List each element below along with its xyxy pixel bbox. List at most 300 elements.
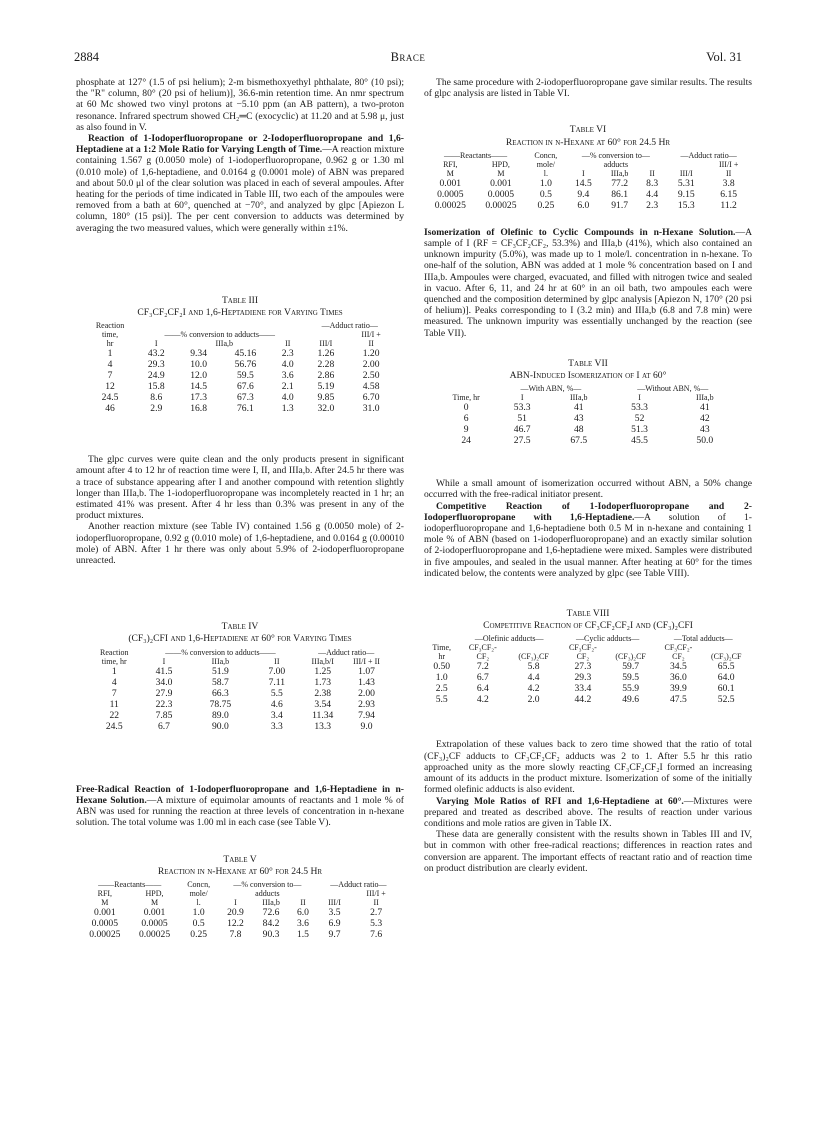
left-column bbox=[76, 77, 404, 940]
table-body bbox=[80, 907, 400, 940]
table-cell: 0.5 bbox=[192, 917, 205, 929]
table-header-cell: RFI, bbox=[97, 888, 113, 898]
table-header-cell: mole/ bbox=[536, 159, 555, 169]
table-cell: 29.3 bbox=[147, 359, 165, 371]
table-cell: 53.3 bbox=[513, 402, 531, 414]
table-cell: 12.2 bbox=[227, 917, 244, 929]
table-header-cell: adducts bbox=[255, 888, 280, 898]
table-header-cell: II bbox=[649, 168, 655, 178]
table-cell: 52.5 bbox=[717, 694, 735, 706]
table-label: Table VII bbox=[568, 357, 608, 369]
table-cell: 4.0 bbox=[281, 359, 294, 371]
table-header-cell: ——Reactants—— bbox=[444, 150, 508, 160]
table-row bbox=[438, 413, 738, 424]
table-label: Table VI bbox=[569, 124, 607, 136]
table-header-cell: —Adduct ratio— bbox=[321, 321, 378, 331]
table-cell: 2.38 bbox=[314, 687, 332, 699]
table-cell: 0.001 bbox=[143, 906, 166, 918]
table-cell: 52 bbox=[634, 413, 645, 425]
table-cell: 29.3 bbox=[574, 672, 592, 684]
table-cell: 7.8 bbox=[229, 928, 242, 940]
table-cell: 11.2 bbox=[720, 199, 737, 211]
table-cell: 2.00 bbox=[358, 687, 375, 699]
table-header-cell: —% conversion to— bbox=[581, 150, 650, 160]
table-cell: 1.73 bbox=[314, 676, 332, 688]
table-cell: 3.3 bbox=[270, 720, 283, 732]
table-cell: 7.6 bbox=[370, 928, 383, 940]
table-header-cell: III/I bbox=[328, 897, 341, 907]
table-cell: 0.5 bbox=[539, 188, 552, 200]
table-header-cell: Reaction bbox=[95, 321, 125, 331]
table-header-cell: Concn, bbox=[534, 150, 558, 160]
table-cell: 1.25 bbox=[314, 665, 332, 677]
table-cell: 0 bbox=[463, 402, 469, 414]
table-row bbox=[90, 699, 390, 710]
table-row bbox=[85, 359, 395, 370]
table-cell: 7 bbox=[111, 687, 117, 699]
table-cell: 53.3 bbox=[631, 402, 648, 414]
table-cell: 4.2 bbox=[527, 683, 540, 695]
table-header-cell: III/I bbox=[319, 339, 333, 349]
table-cell: 56.76 bbox=[234, 359, 257, 371]
paragraph-text: —A mixture of equimolar amounts of reactants and 1 mole % of ABN was used for running the reaction at three levels of concentration in n-hexane solution. The total volume was 1.00 ml in each case (see Table V). bbox=[76, 794, 404, 829]
table-body bbox=[438, 402, 738, 446]
table-header-cell: —With ABN, %— bbox=[520, 384, 582, 394]
paragraph: While a small amount of isomerization occurred without ABN, a 50% change occurred with the free-radical initiator present. bbox=[424, 478, 752, 501]
table-cell: 13.3 bbox=[314, 720, 332, 732]
table-header-cell: ——% conversion to adducts—— bbox=[165, 647, 276, 657]
table-cell: 66.3 bbox=[212, 687, 229, 699]
right-column bbox=[424, 77, 752, 874]
table-cell: 3.4 bbox=[270, 709, 283, 721]
paragraph bbox=[424, 501, 752, 579]
table-title: CF₃CF₂CF₂I and 1,6-Heptadiene for Varying Times bbox=[137, 307, 343, 319]
table-title: (CF₃)₂CFI and 1,6-Heptadiene at 60° for Varying Times bbox=[128, 633, 352, 645]
table-cell: 27.9 bbox=[155, 687, 173, 699]
table-cell: 0.001 bbox=[94, 906, 116, 918]
table-cell: 0.50 bbox=[433, 661, 451, 673]
table-cell: 6.0 bbox=[296, 906, 309, 918]
table-cell: 0.0005 bbox=[141, 917, 168, 929]
table-header-cell: I bbox=[520, 393, 524, 403]
table-cell: 0.25 bbox=[190, 928, 208, 940]
paragraph bbox=[76, 784, 404, 829]
table-header-cell: CF₃CF₂- bbox=[568, 643, 597, 653]
section-heading: Reaction of 1-Iodoperfluoropropane or 2-Iodoperfluoropropane and 1,6-Heptadiene at a 1:2 Mole Ratio for Varying Length of Time. bbox=[76, 133, 404, 156]
section-heading: Free-Radical Reaction of 1-Iodoperfluoropropane and 1,6-Heptadiene in n-Hexane Solution. bbox=[76, 783, 404, 806]
table-row bbox=[80, 918, 400, 929]
table-header-cell: III/I + bbox=[366, 888, 386, 898]
paragraph bbox=[76, 133, 404, 234]
table-cell: 8.3 bbox=[646, 177, 659, 189]
table-cell: 43 bbox=[700, 424, 710, 436]
table-cell: 1 bbox=[107, 348, 113, 360]
paragraph: Another reaction mixture (see Table IV) contained 1.56 g (0.0050 mole) of 2-iodoperfluoropropane, 0.92 g (0.010 mole) of 1,6-heptadiene, and 0.0164 g (0.00010 mole) of ABN. After 1 hr there was only about 5.9% of 2-iodoperfluoropropane unreacted. bbox=[76, 521, 404, 567]
table-cell: 27.3 bbox=[574, 661, 592, 673]
table-cell: 31.0 bbox=[362, 403, 380, 415]
table-header-cell: II bbox=[725, 168, 732, 178]
table-8 bbox=[425, 634, 751, 705]
table-cell: 6.15 bbox=[720, 188, 738, 200]
table-cell: 51.3 bbox=[631, 424, 648, 436]
table-cell: 4 bbox=[111, 676, 117, 688]
table-header-cell: IIIa,b bbox=[211, 656, 230, 666]
table-cell: 9.0 bbox=[360, 720, 373, 732]
table-row bbox=[85, 370, 395, 381]
table-cell: 1.0 bbox=[539, 177, 552, 189]
table-row bbox=[90, 688, 390, 699]
table-cell: 33.4 bbox=[574, 683, 592, 695]
table-cell: 6.7 bbox=[157, 720, 170, 732]
table-row bbox=[425, 694, 751, 705]
table-cell: 0.0005 bbox=[487, 188, 515, 200]
table-header-cell bbox=[425, 634, 458, 643]
table-cell: 2.86 bbox=[317, 370, 335, 382]
table-row bbox=[80, 907, 400, 918]
table-header-cell: Time, bbox=[432, 643, 452, 653]
table-cell: 9.85 bbox=[317, 392, 335, 404]
table-header-cell: time, hr bbox=[101, 656, 127, 666]
table-cell: 51.9 bbox=[212, 665, 229, 677]
table-label: Table III bbox=[221, 294, 259, 306]
section-heading: Isomerization of Olefinic to Cyclic Compounds in n-Hexane Solution. bbox=[424, 226, 736, 238]
table-cell: 2.00 bbox=[362, 359, 380, 371]
running-header bbox=[74, 50, 742, 66]
table-cell: 27.5 bbox=[513, 435, 531, 447]
table-cell: 7.85 bbox=[155, 709, 173, 721]
table-cell: 9.4 bbox=[577, 188, 590, 200]
table-cell: 43 bbox=[573, 413, 584, 425]
table-cell: 4 bbox=[107, 359, 113, 371]
table-row bbox=[438, 435, 738, 446]
table-header-cell: I bbox=[162, 656, 166, 666]
table-cell: 5.19 bbox=[317, 381, 335, 393]
table-cell: 91.7 bbox=[611, 199, 629, 211]
table-header-cell: —Adduct ratio— bbox=[318, 647, 375, 657]
running-title: Brace bbox=[390, 50, 426, 64]
table-row bbox=[85, 392, 395, 403]
table-cell: 24.5 bbox=[105, 720, 123, 732]
table-cell: 1.26 bbox=[317, 348, 335, 360]
paragraph: phosphate at 127° (1.5 of psi helium); 2-m bismethoxyethyl phthalate, 80° (10 psi); the "R" column, 80° (20 psi of helium)], 36.6-min retention time. An nmr spectrum at 60 Mc showed two vinyl protons at −5.10 ppm (an AB pattern), a two-proton resonance. Infrared spectrum showed CH₂═C (exocyclic) at 11.20 and at 5.98 μ, just as also found in V. bbox=[76, 77, 404, 133]
table-header-cell: I bbox=[234, 897, 237, 907]
table-header-cell: II bbox=[368, 339, 374, 349]
table-header-cell: l. bbox=[196, 897, 201, 907]
table-header-cell: —Without ABN, %— bbox=[637, 384, 709, 394]
table-header-cell: M bbox=[150, 897, 159, 907]
table-cell: 77.2 bbox=[611, 177, 629, 189]
table-cell: 24 bbox=[461, 435, 471, 447]
table-header-cell: —Cyclic adducts— bbox=[575, 634, 640, 644]
table-header-cell: hr bbox=[438, 652, 446, 662]
table-header-cell: III/I bbox=[679, 168, 693, 178]
table-cell: 1.3 bbox=[281, 403, 294, 415]
table-cell: 2.50 bbox=[362, 370, 380, 382]
table-row bbox=[90, 721, 390, 732]
table-header-cell: III/I + bbox=[361, 330, 381, 340]
table-6 bbox=[425, 151, 751, 211]
table-row bbox=[425, 683, 751, 694]
table-cell: 0.25 bbox=[537, 199, 555, 211]
table-cell: 90.0 bbox=[212, 720, 229, 732]
table-header-cell: HPD, bbox=[145, 888, 164, 898]
table-header-cell: IIIa,b bbox=[610, 168, 629, 178]
table-header-cell: Concn, bbox=[187, 879, 211, 889]
paragraph-text: —A solution of 1-iodoperfluoropropane and 1,6-heptadiene both 0.5 M in n-hexane and containing 1 mole % of ABN (based on 1-iodoperfluoropropane) and an exactly similar solution of 2-iodoperfluoropropane and 1,6-heptadiene were mixed. Samples were distributed in five ampoules, and sealed in the usual manner. After heating at 60° for the times indicated below, the contents were analyzed by glpc (see Table VIII). bbox=[424, 511, 752, 579]
table-cell: 89.0 bbox=[212, 709, 229, 721]
table-cell: 0.00025 bbox=[485, 199, 517, 211]
table-cell: 2.9 bbox=[150, 403, 163, 415]
section-heading: Competitive Reaction of 1-Iodoperfluoropropane and 2-Iodoperfluoropropane with 1,6-Heptadiene. bbox=[424, 500, 752, 523]
table-header-cell: ——Reactants—— bbox=[98, 879, 162, 889]
table-cell: 11 bbox=[109, 698, 119, 710]
section-heading: Varying Mole Ratios of RFI and 1,6-Heptadiene at 60°. bbox=[436, 795, 684, 807]
table-cell: 8.6 bbox=[150, 392, 163, 404]
table-row bbox=[425, 189, 751, 200]
table-cell: 65.5 bbox=[717, 661, 735, 673]
table-header-cell: M bbox=[497, 168, 505, 178]
table-cell: 67.5 bbox=[570, 435, 588, 447]
table-cell: 6.70 bbox=[362, 392, 380, 404]
table-cell: 41 bbox=[700, 402, 710, 414]
table-row bbox=[90, 677, 390, 688]
table-row bbox=[425, 178, 751, 189]
table-cell: 60.1 bbox=[717, 683, 735, 695]
table-cell: 1.07 bbox=[358, 665, 375, 677]
table-header-cell: time, bbox=[101, 330, 119, 340]
table-header-cell: —% conversion to— bbox=[233, 879, 302, 889]
table-cell: 20.9 bbox=[227, 906, 244, 918]
table-title: ABN-Induced Isomerization of I at 60° bbox=[509, 370, 667, 382]
table-cell: 11.34 bbox=[312, 709, 334, 721]
table-cell: 44.2 bbox=[574, 694, 592, 706]
paragraph: The same procedure with 2-iodoperfluoropropane gave similar results. The results of glpc analysis are listed in Table VI. bbox=[424, 77, 752, 100]
table-cell: 2.7 bbox=[370, 906, 383, 918]
table-cell: 76.1 bbox=[237, 403, 254, 415]
table-cell: 6.7 bbox=[476, 672, 489, 684]
table-header-cell: HPD, bbox=[491, 159, 510, 169]
table-cell: 47.5 bbox=[670, 694, 687, 706]
table-cell: 36.0 bbox=[670, 672, 687, 684]
table-cell: 15.8 bbox=[147, 381, 165, 393]
table-cell: 3.6 bbox=[281, 370, 294, 382]
volume-label: Vol. 31 bbox=[706, 50, 742, 64]
table-header-cell: II bbox=[274, 656, 280, 666]
table-cell: 34.0 bbox=[155, 676, 173, 688]
table-cell: 45.5 bbox=[631, 435, 648, 447]
table-cell: 49.6 bbox=[622, 694, 640, 706]
table-row bbox=[425, 200, 751, 211]
table-cell: 6 bbox=[463, 413, 469, 425]
paragraph-text: —A sample of I (RF = CF₃CF₂CF₂, 53.3%) and IIIa,b (41%), which also contained an unknown impurity (5.0%), was made up to 1 mole/l. concentration in n-hexane. To one-half of the solution, ABN was added at 1 mole % concentration based on I and IIIa,b. Ampoules were charged, evacuated, and filled with nitrogen twice and sealed in vacuo. After 6, 11, and 24 hr at 60° in an oil bath, two ampoules each were quenched and the composition determined by glpc analysis [Apiezon N, 170° (20 psi of helium)]. Peaks corresponding to I (3.2 min) and IIIa,b (6.8 and 7.8 min) were measured. The unknown impurity was essentially unchanged by the reaction (see Table VII). bbox=[424, 226, 752, 339]
table-cell: 2.5 bbox=[435, 683, 448, 695]
table-cell: 3.5 bbox=[328, 906, 341, 918]
table-cell: 59.5 bbox=[237, 370, 254, 382]
table-cell: 0.001 bbox=[490, 177, 512, 189]
table-cell: 4.6 bbox=[270, 698, 283, 710]
table-cell: 1 bbox=[111, 665, 117, 677]
table-cell: 12 bbox=[105, 381, 115, 393]
table-cell: 2.1 bbox=[281, 381, 294, 393]
table-cell: 67.6 bbox=[237, 381, 254, 393]
table-cell: 4.2 bbox=[476, 694, 489, 706]
table-header-cell: IIIa,b/I bbox=[311, 656, 334, 666]
table-header-cell: (CF₃)₂CF bbox=[518, 652, 549, 662]
table-cell: 15.3 bbox=[677, 199, 695, 211]
table-cell: 2.93 bbox=[358, 698, 375, 710]
table-cell: 48 bbox=[573, 424, 584, 436]
table-cell: 10.0 bbox=[190, 359, 207, 371]
table-body bbox=[85, 348, 395, 414]
table-cell: 6.4 bbox=[476, 683, 489, 695]
table-row bbox=[85, 348, 395, 359]
table-cell: 84.2 bbox=[262, 917, 280, 929]
table-cell: 59.7 bbox=[622, 661, 640, 673]
table-cell: 55.9 bbox=[622, 683, 640, 695]
table-body bbox=[90, 666, 390, 732]
table-cell: 7.94 bbox=[358, 709, 375, 721]
table-header-cell: II bbox=[285, 339, 291, 349]
table-cell: 1.0 bbox=[435, 672, 448, 684]
table-header-cell: Time, hr bbox=[452, 393, 480, 403]
paragraph-text: —A reaction mixture containing 1.567 g (0.0050 mole) of 1-iodoperfluoropropane, 0.962 g or 1.30 ml (0.010 mole) of 1,6-heptadiene, and 0.0164 g (0.0001 mole) of ABN was prepared and about 50.0 μl of the clear solution was placed in each of several ampoules. After heating for the periods of time indicated in Table III, two each of the ampoules were removed from a bath at 60°, quenched at −70°, and analyzed by glpc [Apiezon L column, 180° (15 psi)]. The per cent conversion to adducts was determined by averaging the two measured values, which were generally within ±1%. bbox=[76, 144, 404, 234]
table-cell: 22 bbox=[109, 709, 120, 721]
table-cell: 72.6 bbox=[262, 906, 280, 918]
table-cell: 43.2 bbox=[147, 348, 165, 360]
table-cell: 4.0 bbox=[281, 392, 294, 404]
table-cell: 5.8 bbox=[527, 661, 540, 673]
table-cell: 5.5 bbox=[270, 687, 283, 699]
table-row bbox=[90, 710, 390, 721]
table-header-cell: —Adduct ratio— bbox=[330, 879, 387, 889]
table-row bbox=[90, 666, 390, 677]
table-5 bbox=[80, 880, 400, 940]
table-title: Competitive Reaction of CF₃CF₂CF₂I and (CF₃)₂CFI bbox=[483, 620, 693, 632]
table-cell: 7 bbox=[107, 370, 113, 382]
table-row bbox=[80, 929, 400, 940]
table-cell: 41.5 bbox=[155, 665, 173, 677]
table-row bbox=[438, 424, 738, 435]
table-cell: 0.00025 bbox=[89, 928, 121, 940]
table-cell: 0.0005 bbox=[91, 917, 119, 929]
table-header-cell: CF₂ bbox=[576, 652, 590, 662]
paragraph bbox=[424, 796, 752, 830]
table-cell: 67.3 bbox=[237, 392, 254, 404]
table-header-cell: —Olefinic adducts— bbox=[474, 634, 544, 644]
table-cell: 78.75 bbox=[209, 698, 232, 710]
table-title: Reaction in n-Hexane at 60° for 24.5 Hr bbox=[157, 865, 323, 877]
table-cell: 16.8 bbox=[190, 403, 207, 415]
table-cell: 14.5 bbox=[574, 177, 592, 189]
table-body bbox=[425, 661, 751, 705]
table-cell: 2.3 bbox=[281, 348, 294, 360]
table-label: Table IV bbox=[221, 621, 259, 633]
table-header-cell: hr bbox=[106, 339, 114, 349]
table-cell: 3.6 bbox=[296, 917, 309, 929]
table-cell: 12.0 bbox=[190, 370, 207, 382]
table-cell: 90.3 bbox=[262, 928, 280, 940]
table-cell: 0.00025 bbox=[138, 928, 171, 940]
table-header-cell: III/I + II bbox=[353, 656, 380, 666]
table-cell: 24.5 bbox=[101, 392, 119, 404]
table-header-cell: Reaction bbox=[100, 647, 129, 657]
table-header-cell: I bbox=[154, 339, 158, 349]
table-cell: 7.11 bbox=[268, 676, 286, 688]
table-row bbox=[85, 381, 395, 392]
table-header-cell: I bbox=[638, 393, 641, 403]
table-body bbox=[425, 178, 751, 211]
paragraph-text: —Mixtures were prepared and treated as described above. The results of reaction under various conditions and mole ratios are given in Table IX. bbox=[424, 795, 752, 829]
table-7 bbox=[438, 384, 738, 446]
table-header-cell: RFI, bbox=[443, 159, 458, 169]
paragraph: Extrapolation of these values back to zero time showed that the ratio of total (CF₃)₂CF adducts to CF₃CF₂CF₂ adducts was 2 to 1. After 5.5 hr this ratio approached unity as the more slowly reacting CF₃CF₂CF₂I formed an increasing amount of its adducts in the product mixture. Isomerization of some of the initially formed olefinic adducts is also evident. bbox=[424, 739, 752, 796]
table-row bbox=[85, 403, 395, 414]
table-cell: 0.001 bbox=[439, 177, 462, 189]
table-header-cell: (CF₃)₂CF bbox=[615, 652, 646, 662]
table-cell: 4.4 bbox=[527, 672, 540, 684]
table-cell: 1.5 bbox=[296, 928, 309, 940]
table-header-cell: IIIa,b bbox=[262, 897, 280, 907]
table-cell: 3.8 bbox=[722, 177, 735, 189]
table-cell: 0.0005 bbox=[437, 188, 464, 200]
table-cell: 4.4 bbox=[646, 188, 659, 200]
paragraph: These data are generally consistent with the results shown in Tables III and IV, but in common with other free-radical reactions; differences in reaction rates and conversion are apparent. The important effects of reactant ratio and of reaction time on product distribution are clearly evident. bbox=[424, 829, 752, 874]
table-3 bbox=[85, 321, 395, 414]
table-cell: 9.7 bbox=[328, 928, 341, 940]
table-cell: 5.31 bbox=[677, 177, 695, 189]
table-cell: 1.20 bbox=[362, 348, 380, 360]
table-cell: 58.7 bbox=[212, 676, 229, 688]
table-cell: 3.54 bbox=[314, 698, 332, 710]
table-row bbox=[438, 402, 738, 413]
table-cell: 2.0 bbox=[527, 694, 540, 706]
table-header-cell: —Adduct ratio— bbox=[680, 150, 737, 160]
table-cell: 1.0 bbox=[192, 906, 205, 918]
table-header-cell: adducts bbox=[603, 159, 629, 169]
table-row bbox=[425, 661, 751, 672]
table-cell: 5.5 bbox=[435, 694, 448, 706]
table-header-cell: —Total adducts— bbox=[673, 634, 733, 644]
table-header-cell: M bbox=[446, 168, 454, 178]
table-header-cell: CF₂ bbox=[672, 652, 685, 662]
table-cell: 2.3 bbox=[646, 199, 659, 211]
table-cell: 34.5 bbox=[670, 661, 687, 673]
table-header-cell: l. bbox=[543, 168, 548, 178]
table-cell: 59.5 bbox=[622, 672, 640, 684]
table-header-cell: (CF₃)₂CF bbox=[710, 652, 742, 662]
table-cell: 2.28 bbox=[317, 359, 335, 371]
table-cell: 46.7 bbox=[513, 424, 531, 436]
table-header-cell bbox=[438, 384, 494, 393]
table-label: Table V bbox=[223, 853, 257, 865]
table-cell: 50.0 bbox=[696, 435, 714, 447]
paragraph bbox=[424, 227, 752, 339]
table-header-cell: II bbox=[373, 897, 379, 907]
table-header-cell: IIIa,b bbox=[696, 393, 714, 403]
table-cell: 17.3 bbox=[190, 392, 207, 404]
table-header-cell: ——% conversion to adducts—— bbox=[164, 330, 275, 340]
table-cell: 42 bbox=[700, 413, 710, 425]
table-header-cell: I bbox=[582, 168, 585, 178]
table-cell: 22.3 bbox=[155, 698, 173, 710]
table-cell: 5.3 bbox=[370, 917, 383, 929]
table-cell: 9.15 bbox=[677, 188, 695, 200]
table-title: Reaction in n-Hexane at 60° for 24.5 Hr bbox=[505, 136, 671, 148]
table-header-cell: M bbox=[101, 897, 109, 907]
page-number: 2884 bbox=[74, 50, 99, 64]
table-cell: 0.00025 bbox=[434, 199, 466, 211]
table-cell: 86.1 bbox=[611, 188, 629, 200]
